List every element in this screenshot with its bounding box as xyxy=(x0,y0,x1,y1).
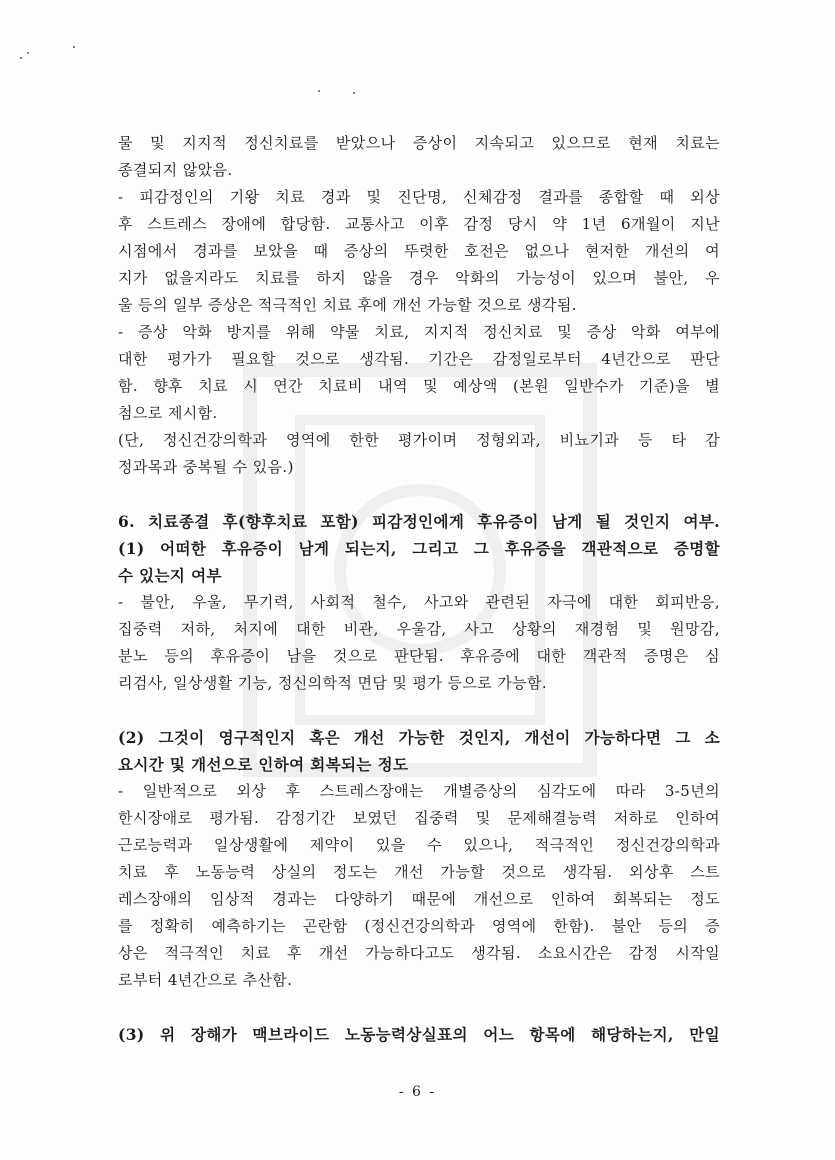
text-line: 한시장애로 평가됨. 감정기간 보였던 집중력 및 문제해결능력 저하로 인하여 xyxy=(118,809,720,827)
section-heading-line: (1) 어떠한 후유증이 남게 되는지, 그리고 그 후유증을 객관적으로 증명할 xyxy=(118,539,720,558)
scan-speck xyxy=(73,46,75,48)
section-heading-line: 수 있는지 여부 xyxy=(118,566,222,585)
text-line: 물 및 지지적 정신치료를 받았으나 증상이 지속되고 있으므로 현재 치료는 xyxy=(118,134,720,152)
section-heading-line: 요시간 및 개선으로 인하여 회복되는 정도 xyxy=(118,755,409,774)
text-line: - 피감정인의 기왕 치료 경과 및 진단명, 신체감정 결과를 종합할 때 외상 xyxy=(118,188,720,206)
scan-speck xyxy=(27,52,29,54)
paragraph-gap xyxy=(118,481,720,508)
scan-speck xyxy=(318,90,320,92)
text-line: 집중력 저하, 처지에 대한 비관, 우울감, 사고 상황의 재경험 및 원망감, xyxy=(118,620,720,638)
text-line: 상은 적극적인 치료 후 개선 가능하다고도 생각됨. 소요시간은 감정 시작일 xyxy=(118,944,720,962)
text-line: 시점에서 경과를 보았을 때 증상의 뚜렷한 호전은 없으나 현저한 개선의 여 xyxy=(118,242,720,260)
paragraph-gap xyxy=(118,697,720,724)
text-line: 정과목과 중복될 수 있음.) xyxy=(118,458,294,476)
scan-speck xyxy=(353,92,355,94)
text-line: 첨으로 제시함. xyxy=(118,404,218,422)
text-line: 지가 없을지라도 치료를 하지 않을 경우 악화의 가능성이 있으며 불안, 우 xyxy=(118,269,720,287)
document-body xyxy=(118,130,720,1048)
text-line: (단, 정신건강의학과 영역에 한한 평가이며 정형외과, 비뇨기과 등 타 감 xyxy=(118,431,720,449)
scan-speck xyxy=(20,57,22,59)
section-heading-line: 6. 치료종결 후(향후치료 포함) 피감정인에게 후유증이 남게 될 것인지 여부. xyxy=(118,512,720,531)
text-line: 함. 향후 치료 시 연간 치료비 내역 및 예상액 (본원 일반수가 기준)을 별 xyxy=(118,377,720,395)
text-line: 종결되지 않았음. xyxy=(118,161,233,179)
text-line: 리검사, 일상생활 기능, 정신의학적 면담 및 평가 등으로 가능함. xyxy=(118,674,548,692)
text-line: 레스장애의 임상적 경과는 다양하기 때문에 개선으로 인하여 회복되는 정도 xyxy=(118,890,720,908)
text-line: 울 등의 일부 증상은 적극적인 치료 후에 개선 가능할 것으로 생각됨. xyxy=(118,296,577,314)
paragraph-gap xyxy=(118,994,720,1021)
text-line: 로부터 4년간으로 추산함. xyxy=(118,971,293,989)
text-line: 치료 후 노동능력 상실의 정도는 개선 가능할 것으로 생각됨. 외상후 스트 xyxy=(118,863,720,881)
text-line: 분노 등의 후유증이 남을 것으로 판단됨. 후유증에 대한 객관적 증명은 심 xyxy=(118,647,720,665)
text-line: 후 스트레스 장애에 합당함. 교통사고 이후 감정 당시 약 1년 6개월이 지난 xyxy=(118,215,720,233)
text-line: - 일반적으로 외상 후 스트레스장애는 개별증상의 심각도에 따라 3-5년의 xyxy=(118,782,720,800)
text-line: 대한 평가가 필요할 것으로 생각됨. 기간은 감정일로부터 4년간으로 판단 xyxy=(118,350,720,368)
text-line: 근로능력과 일상생활에 제약이 있을 수 있으나, 적극적인 정신건강의학과 xyxy=(118,836,720,854)
section-heading-line: (2) 그것이 영구적인지 혹은 개선 가능한 것인지, 개선이 가능하다면 그 소 xyxy=(118,728,720,747)
page-number: - 6 - xyxy=(398,1084,437,1100)
text-line: 를 정확히 예측하기는 곤란함 (정신건강의학과 영역에 한함). 불안 등의 증 xyxy=(118,917,720,935)
section-heading-line: (3) 위 장해가 맥브라이드 노동능력상실표의 어느 항목에 해당하는지, 만일 xyxy=(118,1025,720,1044)
text-line: - 증상 악화 방지를 위해 약물 치료, 지지적 정신치료 및 증상 악화 여부에 xyxy=(118,323,720,341)
text-line: - 불안, 우울, 무기력, 사회적 철수, 사고와 관련된 자극에 대한 회피반응, xyxy=(118,593,720,611)
